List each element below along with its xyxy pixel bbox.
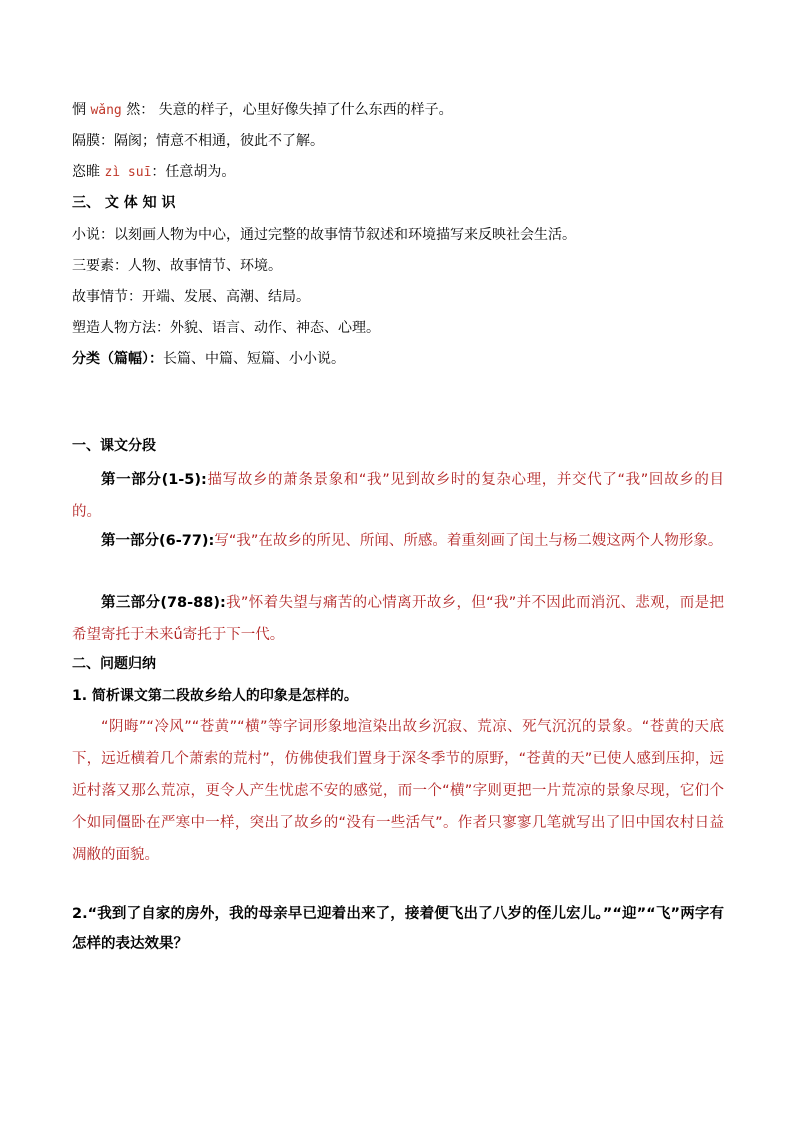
- glossary-item-zisui: [72, 162, 732, 183]
- knowledge-label: 小说：: [72, 227, 114, 243]
- knowledge-item-plot: [72, 287, 732, 307]
- segment-label: 第一部分(1-5):: [101, 472, 207, 488]
- knowledge-item-characterization: [72, 318, 732, 338]
- glossary-term: 然：: [126, 102, 155, 118]
- segment-part-1: [72, 464, 724, 528]
- knowledge-item-elements: [72, 256, 732, 276]
- knowledge-text: 以刻画人物为中心，通过完整的故事情节叙述和环境描写来反映社会生活。: [114, 227, 576, 243]
- knowledge-item-novel: [72, 225, 732, 245]
- question-1: 1. 简析课文第二段故乡给人的印象是怎样的。: [72, 688, 358, 704]
- glossary-definition: ：任意胡为。: [151, 164, 236, 180]
- glossary-definition: 失意的样子，心里好像失掉了什么东西的样子。: [158, 102, 453, 118]
- question-2: 2.“我到了自家的房外，我的母亲早已迎着出来了，接着便飞出了八岁的侄儿宏儿。”“迎”“飞”两字有怎样的表达效果？: [72, 906, 724, 952]
- segment-text: 描写故乡的萧条景象和“我”见到故乡时的复杂心理，并交代了“我”回故乡的目的。: [72, 472, 725, 520]
- knowledge-text: 外貌、语言、动作、神态、心理。: [170, 320, 380, 336]
- segment-part-2: [72, 525, 724, 557]
- section-heading-genre-knowledge: 三、 文 体 知 识: [72, 195, 176, 211]
- glossary-pinyin: zì suī: [104, 165, 152, 180]
- knowledge-text: 长篇、中篇、短篇、小小说。: [163, 351, 345, 367]
- glossary-term: 惘: [72, 102, 86, 118]
- knowledge-text: 开端、发展、高潮、结局。: [142, 289, 310, 305]
- glossary-item-wangran: [72, 100, 732, 121]
- segment-part-3: [72, 587, 724, 651]
- segment-text: 我”怀着失望与痛苦的心情离开故乡，但“我”并不因此而消沉、悲观，而是把希望寄托于未来ǘ寄托于下一代。: [72, 595, 724, 643]
- segment-text: 写“我”在故乡的所见、所闻、所感。着重刻画了闰土与杨二嫂这两个人物形象。: [214, 533, 723, 549]
- section-heading-questions: 二、问题归纳: [72, 656, 156, 672]
- segment-label: 第三部分(78-88):: [101, 595, 226, 611]
- glossary-definition: 隔阂；情意不相通，彼此不了解。: [114, 133, 324, 149]
- knowledge-item-classification: [72, 349, 732, 369]
- knowledge-text: 人物、故事情节、环境。: [128, 258, 282, 274]
- glossary-term: 隔膜：: [72, 133, 114, 149]
- knowledge-label: 故事情节：: [72, 289, 142, 305]
- glossary-pinyin: wǎng: [90, 103, 122, 118]
- knowledge-label: 塑造人物方法：: [72, 320, 170, 336]
- segment-label: 第一部分(6-77):: [101, 533, 215, 549]
- glossary-item-gemo: [72, 131, 732, 151]
- knowledge-label: 三要素：: [72, 258, 128, 274]
- knowledge-label: 分类（篇幅）：: [72, 351, 163, 367]
- section-heading-segments: 一、课文分段: [72, 438, 156, 454]
- glossary-term: 恣睢: [72, 164, 100, 180]
- answer-1: “阴晦”“冷风”“苍黄”“横”等字词形象地渲染出故乡沉寂、荒凉、死气沉沉的景象。“苍黄的天底下，远近横着几个萧索的荒村”，仿佛使我们置身于深冬季节的原野，“苍黄的天”已使人感到压抑，远近村落又那么荒凉，更令人产生忧虑不安的感觉，而一个“横”字则更把一片荒凉的景象尽现，它们个个如同僵卧在严寒中一样，突出了故乡的“没有一些活气”。作者只寥寥几笔就写出了旧中国农村日益凋敝的面貌。: [72, 719, 724, 863]
